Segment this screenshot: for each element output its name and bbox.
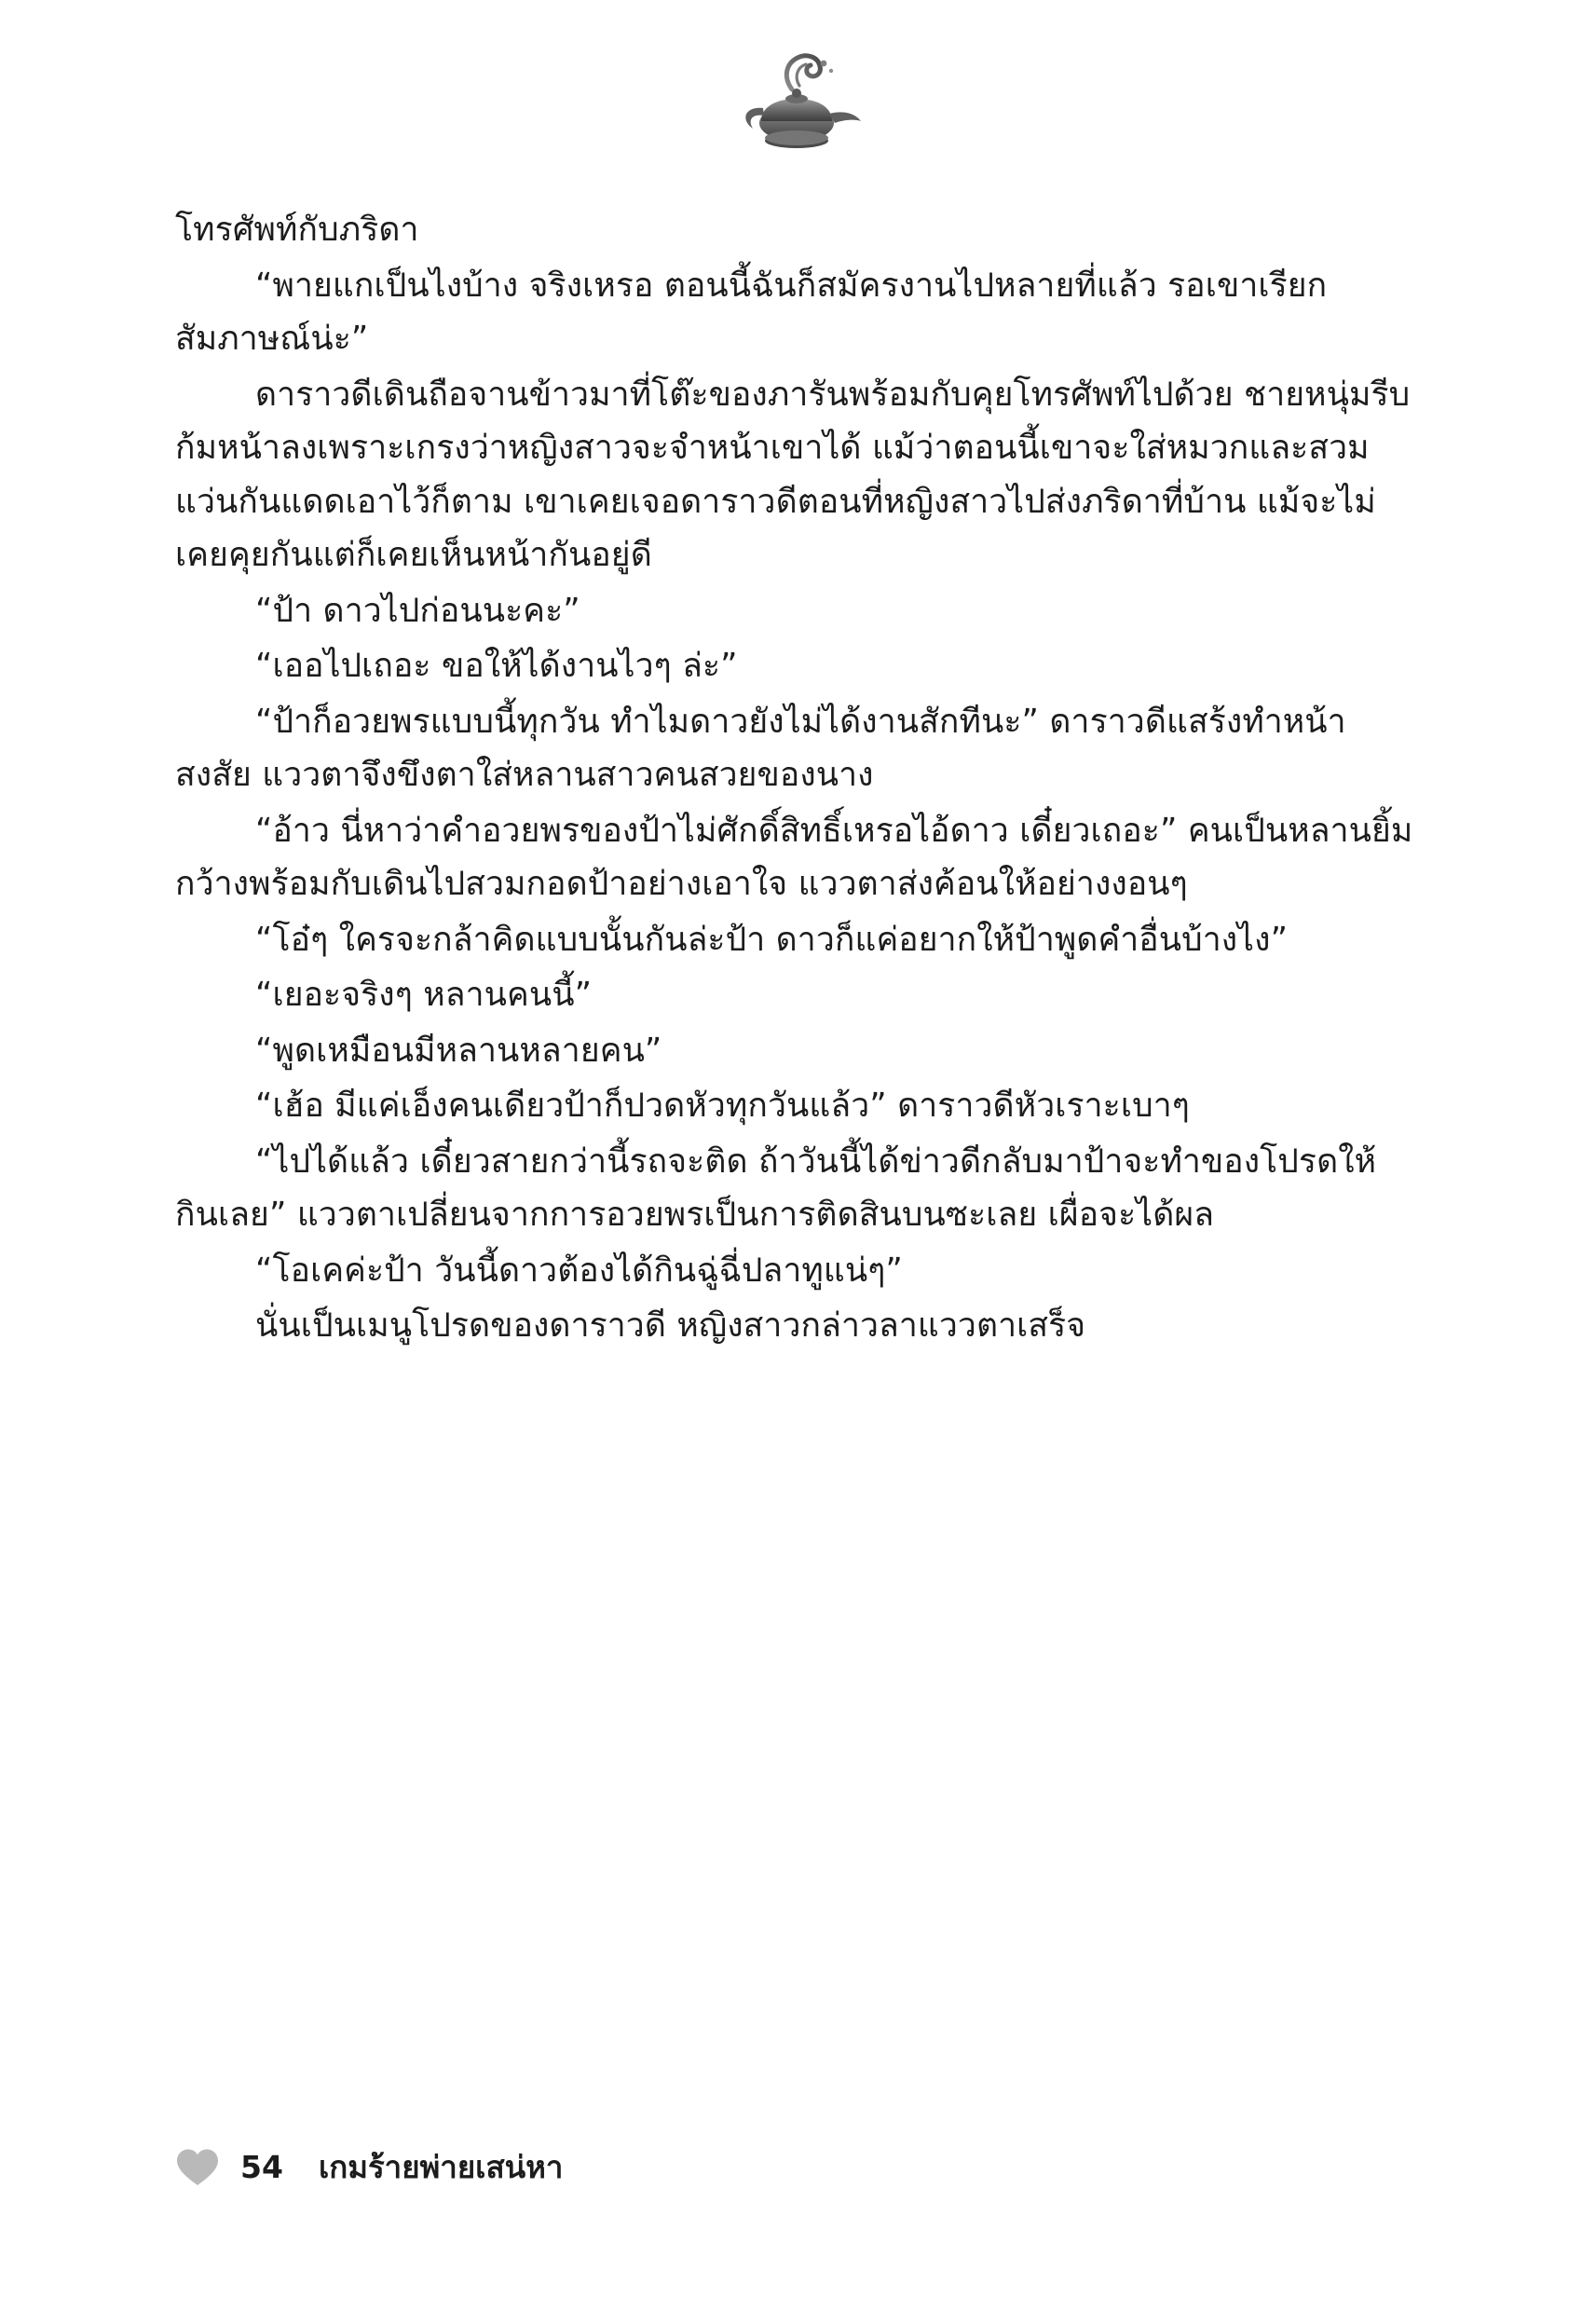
paragraph: “เยอะจริงๆ หลานคนนี้” <box>255 976 593 1014</box>
paragraph: “โอเคค่ะป้า วันนี้ดาวต้องได้กินฉู่ฉี่ปลาทูแน่ๆ” <box>255 1251 903 1290</box>
paragraph: นั่นเป็นเมนูโปรดของดาราวดี หญิงสาวกล่าวลาแววตาเสร็จ <box>255 1306 1086 1345</box>
paragraph: “พายแกเป็นไงบ้าง จริงเหรอ ตอนนี้ฉันก็สมัครงานไปหลายที่แล้ว รอเขาเรียกสัมภาษณ์น่ะ” <box>175 266 1328 358</box>
paragraph: “ป้าก็อวยพรแบบนี้ทุกวัน ทำไมดาวยังไม่ได้งานสักทีนะ” ดาราวดีแสร้งทำหน้าสงสัย แววตาจึงขึงตาใส่หลานสาวคนสวยของนาง <box>175 702 1346 794</box>
genie-lamp-icon <box>719 48 878 160</box>
page-number: 54 <box>240 2149 283 2185</box>
paragraph: โทรศัพท์กับภริดา <box>175 211 419 249</box>
heart-icon <box>175 2147 220 2188</box>
paragraph: “เฮ้อ มีแค่เอ็งคนเดียวป้าก็ปวดหัวทุกวันแล้ว” ดาราวดีหัวเราะเบาๆ <box>255 1087 1190 1125</box>
paragraph: “ป้า ดาวไปก่อนนะคะ” <box>255 591 580 630</box>
paragraph: ดาราวดีเดินถือจานข้าวมาที่โต๊ะของภารันพร้อมกับคุยโทรศัพท์ไปด้วย ชายหนุ่มรีบก้มหน้าลงเพราะเกรงว่าหญิงสาวจะจำหน้าเขาได้ แม้ว่าตอนนี้เขาจะใส่หมวกและสวมแว่นกันแดดเอาไว้ก็ตาม เขาเคยเจอดาราวดีตอนที่หญิงสาวไปส่งภริดาที่บ้าน แม้จะไม่เคยคุยกันแต่ก็เคยเห็นหน้ากันอยู่ดี <box>175 375 1411 574</box>
page-footer <box>175 2142 563 2192</box>
header-ornament <box>0 48 1596 160</box>
paragraph: “เออไปเถอะ ขอให้ได้งานไวๆ ล่ะ” <box>255 647 738 685</box>
book-title: เกมร้ายพ่ายเสน่หา <box>318 2149 564 2185</box>
page-body-text <box>175 203 1414 1355</box>
paragraph: “ไปได้แล้ว เดี๋ยวสายกว่านี้รถจะติด ถ้าวันนี้ได้ข่าวดีกลับมาป้าจะทำของโปรดให้กินเลย” แววตาเปลี่ยนจากการอวยพรเป็นการติดสินบนซะเลย เผื่อจะได้ผล <box>175 1142 1377 1234</box>
paragraph: “อ้าว นี่หาว่าคำอวยพรของป้าไม่ศักดิ์สิทธิ์เหรอไอ้ดาว เดี๋ยวเถอะ” คนเป็นหลานยิ้มกว้างพร้อมกับเดินไปสวมกอดป้าอย่างเอาใจ แววตาส่งค้อนให้อย่างงอนๆ <box>175 811 1413 903</box>
paragraph: “โอ๋ๆ ใครจะกล้าคิดแบบนั้นกันล่ะป้า ดาวก็แค่อยากให้ป้าพูดคำอื่นบ้างไง” <box>255 920 1289 959</box>
paragraph: “พูดเหมือนมีหลานหลายคน” <box>255 1031 662 1070</box>
